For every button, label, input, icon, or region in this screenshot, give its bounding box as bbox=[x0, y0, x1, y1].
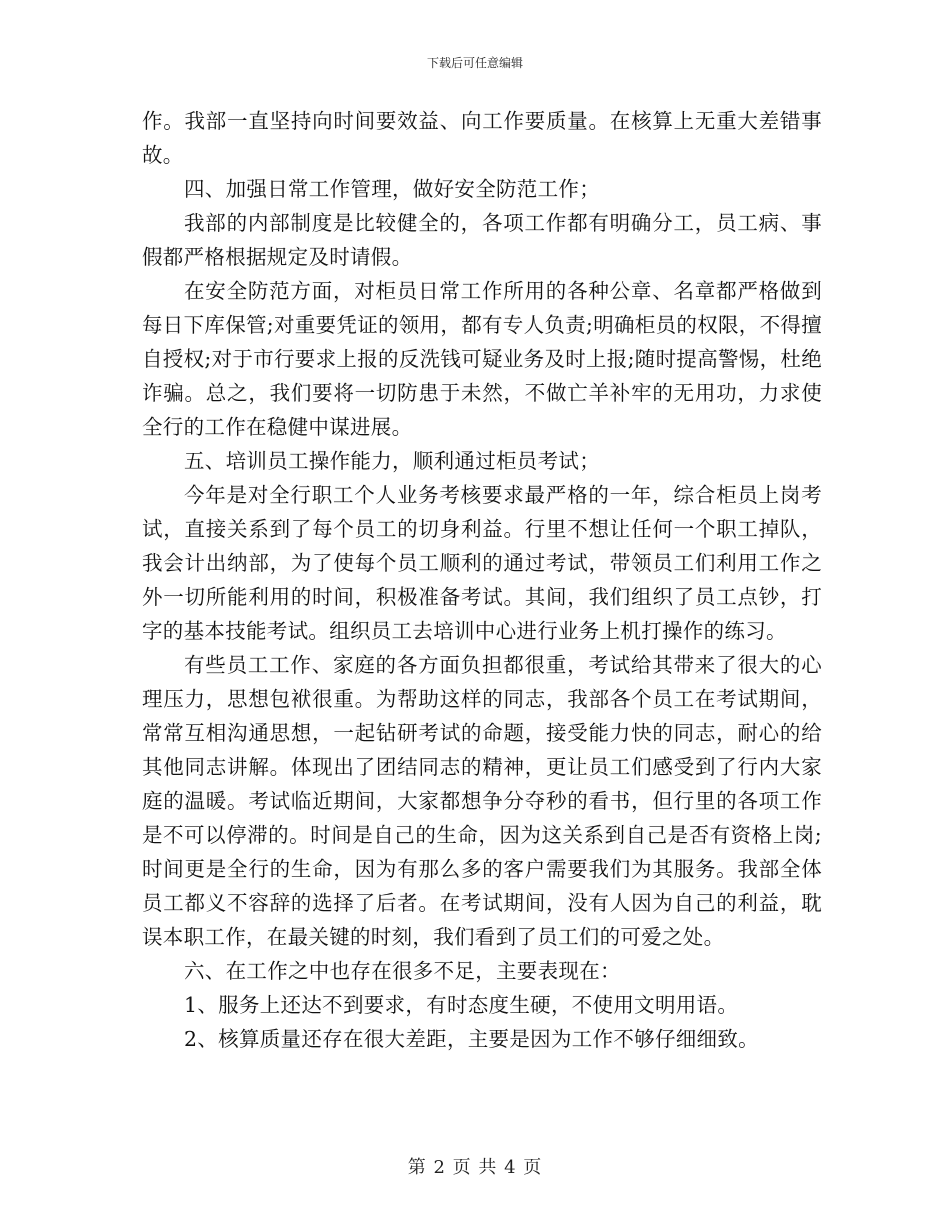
paragraph: 作。我部一直坚持向时间要效益、向工作要质量。在核算上无重大差错事故。 bbox=[142, 109, 822, 167]
document-body bbox=[142, 104, 822, 1056]
section-heading: 四、加强日常工作管理，做好安全防范工作； bbox=[184, 177, 600, 201]
paragraph: 有些员工工作、家庭的各方面负担都很重，考试给其带来了很大的心理压力，思想包袱很重。为帮助这样的同志，我部各个员工在考试期间，常常互相沟通思想，一起钻研考试的命题，接受能力快的同志，耐心的给其他同志讲解。体现出了团结同志的精神，更让员工们感受到了行内大家庭的温暖。考试临近期间，大家都想争分夺秒的看书，但行里的各项工作是不可以停滞的。时间是自己的生命，因为这关系到自己是否有资格上岗;时间更是全行的生命，因为有那么多的客户需要我们为其服务。我部全体员工都义不容辞的选择了后者。在考试期间，没有人因为自己的利益，耽误本职工作，在最关键的时刻，我们看到了员工们的可爱之处。 bbox=[142, 653, 822, 949]
list-item: 2、核算质量还存在很大差距，主要是因为工作不够仔细细致。 bbox=[184, 1027, 759, 1051]
section-heading: 五、培训员工操作能力，顺利通过柜员考试； bbox=[184, 449, 600, 473]
paragraph: 在安全防范方面，对柜员日常工作所用的各种公章、名章都严格做到每日下库保管;对重要凭证的领用，都有专人负责;明确柜员的权限，不得擅自授权;对于市行要求上报的反洗钱可疑业务及时上报;随时提高警惕，杜绝诈骗。总之，我们要将一切防患于未然，不做亡羊补牢的无用功，力求使全行的工作在稳健中谋进展。 bbox=[142, 279, 823, 439]
section-heading: 六、在工作之中也存在很多不足，主要表现在： bbox=[184, 959, 621, 983]
page-header-note: 下载后可任意编辑 bbox=[426, 56, 523, 70]
list-item: 1、服务上还达不到要求，有时态度生硬，不使用文明用语。 bbox=[184, 993, 739, 1017]
paragraph: 我部的内部制度是比较健全的，各项工作都有明确分工，员工病、事假都严格根据规定及时请假。 bbox=[142, 211, 822, 269]
page-number: 第 2 页 共 4 页 bbox=[407, 1157, 543, 1178]
paragraph: 今年是对全行职工个人业务考核要求最严格的一年，综合柜员上岗考试，直接关系到了每个员工的切身利益。行里不想让任何一个职工掉队，我会计出纳部，为了使每个员工顺利的通过考试，带领员工们利用工作之外一切所能利用的时间，积极准备考试。其间，我们组织了员工点钞，打字的基本技能考试。组织员工去培训中心进行业务上机打操作的练习。 bbox=[142, 483, 822, 643]
